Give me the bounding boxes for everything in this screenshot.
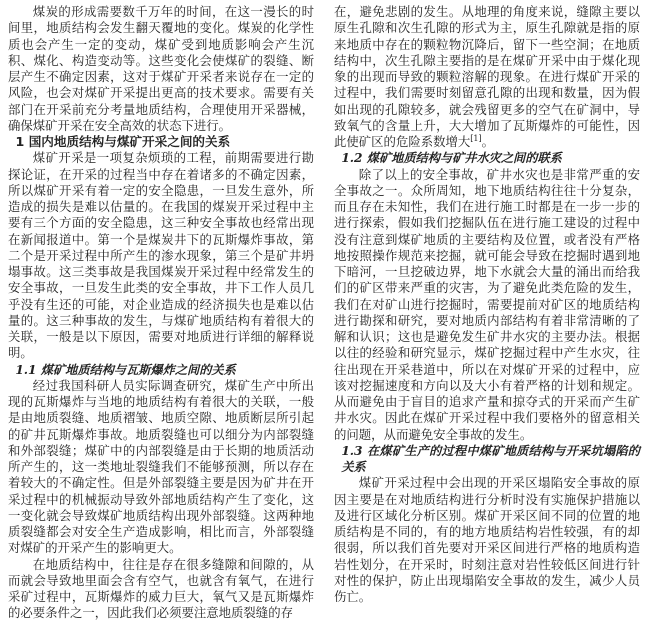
left-column	[8, 4, 314, 622]
citation-1: [1]	[470, 133, 482, 143]
section-1-1-heading: 1.1 煤矿地质结构与瓦斯爆炸之间的关系	[15, 362, 236, 377]
intro-paragraph: 煤炭的形成需要数千万年的时间，在这一漫长的时间里，地质结构会发生翻天覆地的变化。煤炭的化学性质也会产生一定的变动，煤矿受到地质影响会产生沉积、煤化、构造变动等。这些变化会使煤矿的裂缝、断层产生不确定因素，这对于煤矿开采者来说存在一定的风险，也会对煤矿开采提出更高的技术要求。需要有关部门在开采前充分考量地质结构，合理使用开采器械，确保煤矿开采在安全高效的状态下进行。	[8, 4, 314, 133]
section-1-3-paragraph: 煤矿开采过程中会出现的开采区塌陷安全事故的原因主要是在对地质结构进行分析时没有实施保护措施以及进行区域化分析区别。煤矿开采区间不同的位置的地质结构是不同的，有的地方地质结构岩性较强，有的却很弱，所以我们首先要对开采区间进行严格的地质构造岩性划分，在开采时，时刻注意对岩性较低区间进行针对性的保护，防止出现塌陷安全事故的发生，减少人员伤亡。	[334, 475, 640, 604]
section-1-heading: 1 国内地质结构与煤矿开采之间的关系	[15, 134, 231, 149]
section-1-3-heading: 1.3 在煤矿生产的过程中煤矿地质结构与开采坑塌陷的关系	[341, 443, 640, 474]
section-1-1-paragraph-2: 在地质结构中，往往是存在很多缝隙和间隙的，从而就会导致地里面会含有空气，也就含有氧气，在进行采矿过程中，瓦斯爆炸的威力巨大，氧气又是瓦斯爆炸的必要条件之一，因此我们必须要注意地质裂缝的存	[8, 556, 314, 621]
section-1-1-paragraph-1: 经过我国科研人员实际调查研究，煤矿生产中所出现的瓦斯爆炸与当地的地质结构有着很大的关联，一般是由地质裂缝、地质褶皱、地质空隙、地质断层所引起的矿井瓦斯爆炸事故。地质裂缝也可以细分为内部裂缝和外部裂缝；煤矿中的内部裂缝是由于长期的地质活动所产生的，这一类地址裂缝我们不能够预测，所以存在着较大的不确定性。但是外部裂缝主要是因为矿井在开采过程中的机械振动导致外部地质结构产生了变化，这一变化就会导致煤矿地质结构出现外部裂缝。这两种地质裂缝都会对安全生产造成影响，相比而言，外部裂缝对煤矿的开采产生的影响更大。	[8, 377, 314, 556]
section-1-2-heading: 1.2 煤矿地质结构与矿井水灾之间的联系	[341, 151, 562, 166]
section-1-2-paragraph: 除了以上的安全事故，矿井水灾也是非常严重的安全事故之一。众所周知，地下地质结构往往十分复杂，而且存在未知性，我们在进行施工时都是在一步一步的进行探索，假如我们挖掘队伍在进行施工建设的过程中没有注意到煤矿地质的主要结构及位置，或者没有严格地按照操作规范来挖掘，就可能会导致在挖掘时遇到地下暗河，一旦挖破边界，地下水就会大量的涌出而给我们的矿区带来严重的灾害，为了避免此类危险的发生，我们在对矿山进行挖掘时，需要提前对矿区的地质结构进行勘探和研究，要对地质内部结构有着非常清晰的了解和认识；这也是避免发生矿井水灾的主要办法。根据以往的经验和研究显示，煤矿挖掘过程中产生水灾，往往出现在开采巷道中，所以在对煤矿开采的过程中，应该对挖掘速度和方向以及大小有着严格的计划和规定。从而避免由于盲目的追求产量和掠夺式的开采而产生矿井水灾。因此在煤矿开采过程中我们要格外的留意相关的问题，从而避免安全事故的发生。	[334, 166, 640, 442]
right-column	[334, 4, 640, 605]
continuation-paragraph	[334, 4, 640, 150]
section-1-paragraph: 煤矿开采是一项复杂烦琐的工程，前期需要进行勘探论证，在开采的过程当中存在着诸多的不确定因素，所以煤矿开采有着一定的安全隐患，一旦发生意外，所造成的损失是难以估量的。在我国的煤炭开采过程中主要有三个方面的安全隐患，这三种安全事故也经常出现在新闻报道中。第一个是煤炭井下的瓦斯爆炸事故，第二个是开采过程中所产生的渗水现象，第三个是矿井坍塌事故。这三类事故是我国煤炭开采过程中经常发生的安全事故，一旦发生此类的安全事故，井下工作人员几乎没有生还的可能，对企业造成的经济损失也是难以估量的。这三种事故的发生，与煤矿地质结构有着很大的关联，一般是以下原因，需要对地质进行详细的解释说明。	[8, 150, 314, 361]
citation-1-tail: 。	[481, 134, 495, 149]
continuation-text: 在，避免悲剧的发生。从地理的角度来说，缝隙主要以原生孔隙和次生孔隙的形式为主，原生孔隙就是指的原来地质中存在的颗粒物沉降后，留下一些空洞；在地质结构中，次生孔隙主要指的是在煤矿开采中由于煤化现象的出现而导致的颗粒溶解的现象。在进行煤矿开采的过程中，我们需要时刻留意孔隙的出现和数量，因为假如出现的孔隙较多，就会残留更多的空气在矿洞中，导致氧气的含量上升，大大增加了瓦斯爆炸的可能性，因此使矿区的危险系数增大	[334, 4, 640, 149]
